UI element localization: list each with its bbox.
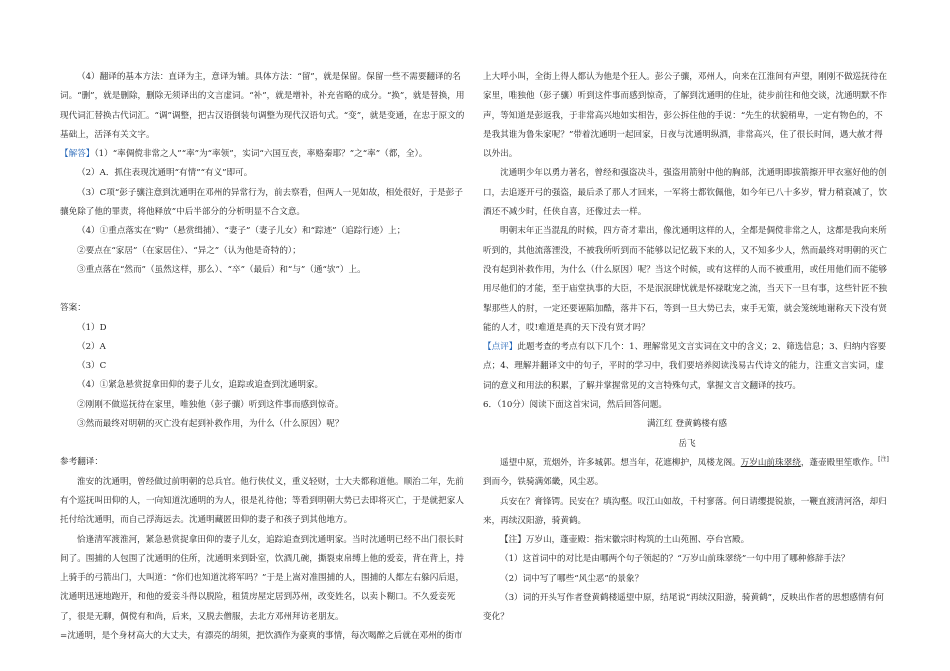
poem-line-1c: 到而今，铁骑满郊畿，风尘恶。 bbox=[483, 477, 604, 488]
jieda-label: 【解答】 bbox=[60, 149, 95, 160]
poem-note-marker: [注] bbox=[878, 456, 889, 464]
answer-4-1: （4）①紧急悬赏捉拿田仰的妻子儿女，追踪或追查到沈通明家。 bbox=[77, 380, 324, 391]
translation-paragraph-5: 沈通明少年以勇力著名，曾经和强盗决斗，强盗用箭射中他的胸部，沈通明即拔箭擦开甲衣塞好他的创口，去追逐开弓的强盗，最后杀了那人才回来，一军将士都钦佩他，如今年已八十多岁，臂力稍衰减了，饮酒还不减少时，任侠自喜，还像过去一样。 bbox=[483, 168, 887, 218]
poem-title: 满江红 登黄鹤楼有感 bbox=[646, 419, 728, 430]
translation-paragraph-4: 上大呼小叫，全街上得人都认为他是个狂人。彭公子骧，邓州人，向来在江淮间有声望，刚刚不做巡抚待在家里，唯独他（彭子骧）听到这件事而感到惊奇，了解到沈通明的住址，徒步前往和他交谈，沈通明默不作声，等知道是彭返我，于非常高兴地如实相告，彭公拆住他的手说：“先生的状貌稍卑，一定有物色的，不是我其谁为鲁朱家呢？”带着沈通明一起回家，日夜与沈通明纵酒，非常高兴，住了很长时间，遇大赦才得以外出。 bbox=[483, 72, 887, 160]
jieda-body: （1）“率倜傥非常之人”“率”为“率领”，实词“六国互丧，率赂秦耶？”之“率”（都，全）。 bbox=[94, 149, 428, 160]
answer-2: （2）A bbox=[77, 341, 106, 352]
question-6: 6．（10分）阅读下面这首宋词，然后回答问题。 bbox=[483, 400, 667, 411]
answer-analysis-3: （3）C项“彭子骧注意到沈通明在邓州的异常行为，前去察看，但两人一见如故，相处很好，于是彭子骧免除了他的罪责，将他释放”中后半部分的分析明显不合文意。 bbox=[60, 187, 463, 218]
dianping-label: 【点评】 bbox=[483, 342, 518, 353]
sub-question-1: （1）这首词中的对比是由哪两个句子领起的？“万岁山前珠翠绕”一句中用了哪种修辞手法？ bbox=[500, 554, 850, 565]
answer-3: （3）C bbox=[77, 361, 107, 372]
translation-paragraph-1: 淮安的沈通明，曾经做过前明朝的总兵官。他行侠仗义，重义轻财，士大夫都称道他。顺治二年，先前有个巡抚叫田仰的人，一向知道沈通明的为人，很是礼待他；等看到明朝大势已去即将灭亡，于是就把家人托付给沈通明，而自己浮海远去。沈通明藏匿田仰的妻子和孩子到其他地方。 bbox=[60, 476, 464, 526]
poem-underlined-line: 万岁山前珠翠绕 bbox=[740, 457, 801, 468]
poem-author: 岳飞 bbox=[678, 438, 696, 449]
answer-analysis-1 bbox=[60, 145, 470, 164]
answer-4-2: ②刚刚不做巡抚待在家里，唯独他（彭子骧）听到这件事而感到惊奇。 bbox=[77, 399, 344, 410]
answer-title: 答案： bbox=[60, 303, 86, 314]
poem-stanza-1 bbox=[483, 454, 891, 493]
right-column bbox=[483, 68, 891, 628]
answer-1: （1）D bbox=[77, 322, 107, 333]
left-column bbox=[60, 68, 470, 646]
translation-paragraph-3: =沈通明，是个身材高大的大丈夫，有漂亮的胡须，把饮酒作为豪爽的事情，每次喝醉之后就在邓州的街市 bbox=[60, 631, 463, 642]
sub-question-3: （3）词的开头写作者登黄鹤楼遥望中原，结尾说“再续汉阳游，骑黄鹤”，反映出作者的思想感情有何变化？ bbox=[483, 593, 884, 623]
note-label: 【注】 bbox=[500, 535, 526, 546]
answer-4-3: ③然而最终对明朝的灭亡没有起到补救作用，为什么（什么原因）呢？ bbox=[77, 419, 344, 430]
dianping-body: 此题考查的考点有以下几个：1、理解常见文言实词在文中的含义；2、筛选信息；3、归纳内容要点；4、理解并翻译文中的句子，平时的学习中，我们要培养阅读浅易古代诗文的能力，注重文言实词，虚词的意义和用法的积累，了解并掌握常见的文言特殊句式，掌握文言文翻译的技巧。 bbox=[483, 342, 887, 391]
sub-question-2: （2）词中写了哪些“风尘恶”的景象？ bbox=[500, 573, 644, 584]
poem-line-1a: 遥望中原，荒烟外，许多城郭。想当年，花遮柳护，凤楼龙阁。 bbox=[500, 457, 741, 468]
translation-method-paragraph: （4）翻译的基本方法：直译为主，意译为辅。具体方法：“留”，就是保留。保留一些不需要翻译的名词。“删”，就是删除，删除无须译出的文言虚词。“补”，就是增补，补充省略的成分。“换”，就是替换，用现代词汇替换古代词汇。“调”调整，把古汉语倒装句调整为现代汉语句式。“变”，就是变通，在忠于原文的基础上，活泽有关文字。 bbox=[60, 72, 465, 140]
poem-line-1b: ，蓬壶殿里笙歌作。 bbox=[800, 457, 879, 468]
poem-note bbox=[483, 531, 891, 550]
note-body: 万岁山，蓬壶殿：指宋徽宗时构筑的土山苑囿、亭台宫殿。 bbox=[525, 535, 750, 546]
translation-paragraph-6: 明朝末年正当混乱的时候，四方奇才辈出，像沈通明这样的人，全都是倜傥非常之人，这都是我向来所听到的，其他流落湮没，不被我所听到而不能够以记忆载下来的人，又不知多少人，然而最终对明朝的灭亡没有起到补救作用，为什么（什么原因）呢？当这个时候，或有这样的人而不被重用，或任用他们而不能够用尽他们的才能，至于庙堂执事的大臣，不是泯泯肆忧就是怀禄耽宠之流，当天下一旦有事，这些针匠不独掣那些人的肘，一定还要诬陷加酷，落井下石，等到一旦大势已去，束手无策，就会笼统地谢称天下没有贤能的人才，哎!难道是真的天下没有贤才吗？ bbox=[483, 226, 887, 333]
poem-stanza-2: 兵安在？膏锋锷。民安在？填沟壑。叹江山如故，千村寥落。何日请缨提锐旅，一鞭直渡清河洛，却归来，再续汉阳游，骑黄鹤。 bbox=[483, 496, 887, 526]
answer-analysis-4-3: ③重点落在“然而”（虽然这样，那么）、“卒”（最后）和“与”（通“欤”）上。 bbox=[77, 264, 366, 275]
answer-analysis-4-2: ②要点在“家居”（在家居住）、“异之”（认为他是奇特的）； bbox=[77, 245, 301, 256]
translation-paragraph-2: 恰逢清军渡淮河，紧急悬赏捉拿田仰的妻子儿女，追踪追查到沈通明家。当时沈通明已经不出门很长时间了。围捕的人包围了沈通明的住所，沈通明来到卧室，饮酒几碗，撕裂束帛缚上他的爱妾，背在背上，持上骑手的弓箭出门，大叫道：“你们也知道沈将军吗？”于是上嵩对准围捕的人，围捕的人都左右躲闪后退，沈通明迅速地跑开，和他的爱妾斗得以脱险，租赁房屋定居到苏州，改变姓名，以卖卜糊口。不久爱妾死了，很是无聊，倜傥有和尚，后来，又脱去僧服，去北方邓州拜访老朋友。 bbox=[60, 534, 465, 622]
answer-analysis-2: （2）A．抓住表现沈通明“有情”“有义”即可。 bbox=[77, 168, 253, 179]
reference-translation-title: 参考翻译： bbox=[60, 457, 103, 468]
answer-analysis-4-1: （4）①重点落实在“购”（悬赏缉捕）、“妻子”（妻子儿女）和“踪迹”（追踪行迹）上； bbox=[77, 226, 406, 237]
comment-paragraph bbox=[483, 338, 891, 396]
